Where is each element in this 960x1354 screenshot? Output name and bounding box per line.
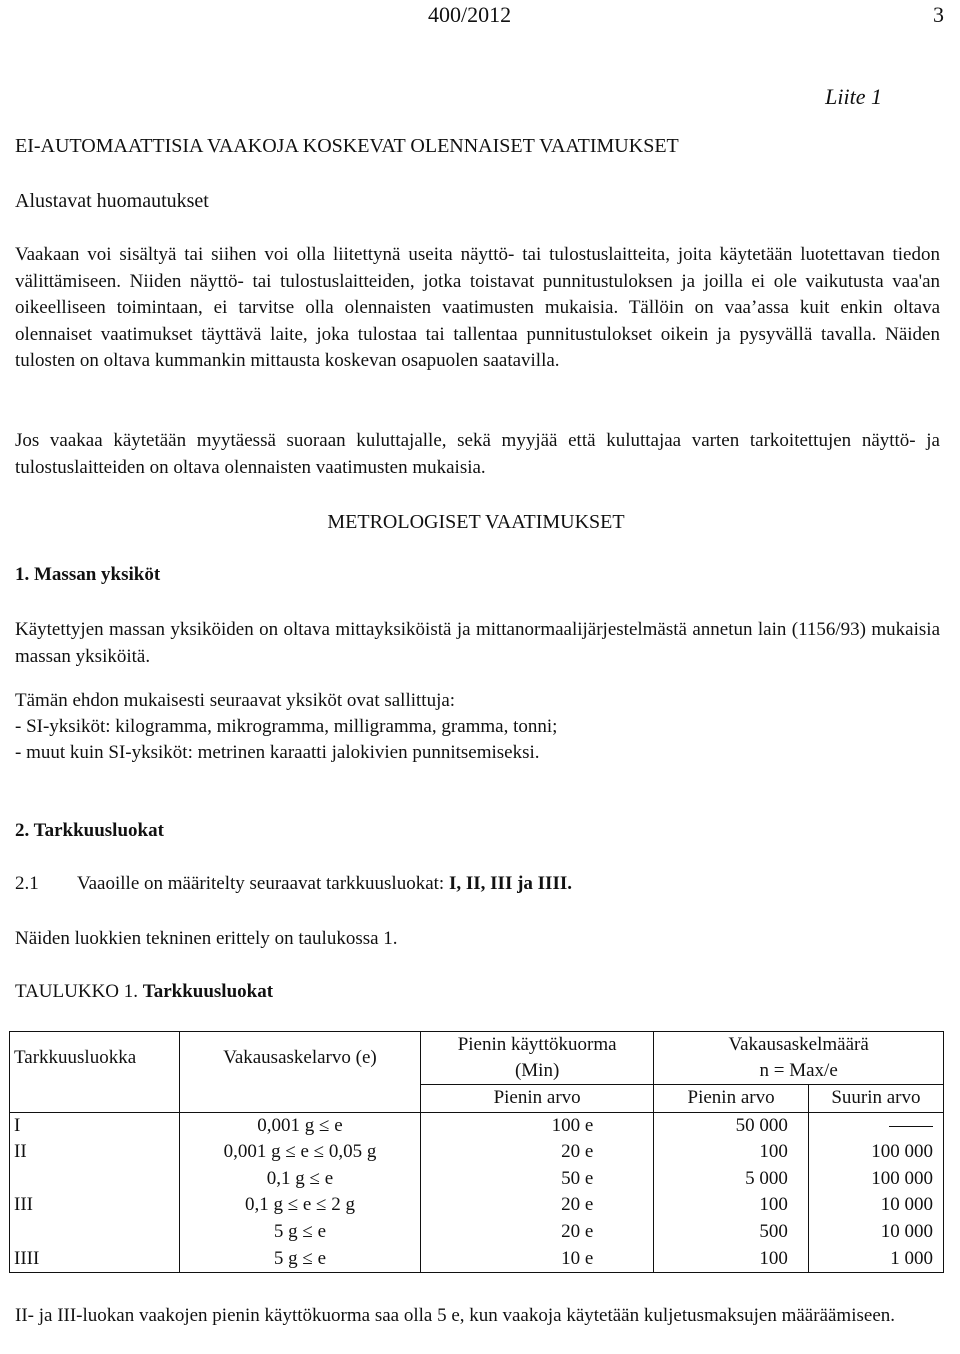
paragraph-devices: Vaakaan voi sisältyä tai siihen voi olla liitettynä useita näyttö- tai tulostuslaitteita, joita käytetään luotettavan tiedon välittämiseen. Niiden näyttö- tai tulostuslaitteiden, jotka toistavat punnitustuloksen ja joilla ei ole vaikutusta vaa'an oikeelliseen toimintaan, ei tarvitse olla olennaisten vaatimusten mukaisia. Tällöin on vaa’assa kuit enkin oltava olennaiset vaatimukset täyttävä laite, joka tulostaa tai tallentaa punnitustulokset oikein ja pysyvällä tavalla. Näiden tulosten on oltava kummankin mittausta koskevan osapuolen saatavilla. bbox=[15, 244, 940, 371]
section-1-units-list bbox=[15, 688, 940, 766]
table-row: I 0,001 g ≤ e 100 e 50 000 bbox=[10, 1112, 944, 1139]
table-row: 5 g ≤ e 20 e 500 10 000 bbox=[10, 1219, 944, 1246]
table-row: III 0,1 g ≤ e ≤ 2 g 20 e 100 10 000 bbox=[10, 1192, 944, 1219]
preliminary-remarks-heading: Alustavat huomautukset bbox=[15, 190, 209, 212]
class-list: I, II, III ja IIII. bbox=[448, 873, 572, 894]
list-item: - SI-yksiköt: kilogramma, mikrogramma, milligramma, gramma, tonni; bbox=[15, 716, 558, 737]
header-interval: Vakausaskelarvo (e) bbox=[179, 1032, 420, 1085]
subsection-number: 2.1 bbox=[15, 873, 39, 894]
subheader-min-steps: Pienin arvo bbox=[654, 1085, 809, 1113]
table-caption bbox=[15, 981, 273, 1003]
table-subheader-row bbox=[10, 1085, 944, 1113]
table-footnote: II- ja III-luokan vaakojen pienin käyttökuorma saa olla 5 e, kun vaakoja käytetään kuljetusmaksujen määräämiseen. bbox=[15, 1305, 896, 1326]
table-header-row bbox=[10, 1032, 944, 1085]
header-class: Tarkkuusluokka bbox=[10, 1032, 180, 1085]
list-item: - muut kuin SI-yksiköt: metrinen karaatti jalokivien punnitsemiseksi. bbox=[15, 742, 540, 763]
section-2-heading: 2. Tarkkuusluokat bbox=[15, 820, 164, 841]
annex-label: Liite 1 bbox=[825, 84, 882, 109]
no-limit-dash bbox=[889, 1126, 933, 1127]
document-number: 400/2012 bbox=[428, 2, 512, 27]
header-min-load: Pienin käyttökuorma (Min) bbox=[420, 1032, 653, 1085]
table-reference: Näiden luokkien tekninen erittely on taulukossa 1. bbox=[15, 928, 398, 949]
section-2-1-line bbox=[15, 873, 572, 895]
document-title: EI-AUTOMAATTISIA VAAKOJA KOSKEVAT OLENNAISET VAATIMUKSET bbox=[15, 135, 679, 157]
subsection-text: Vaaoille on määritelty seuraavat tarkkuusluokat: bbox=[77, 873, 445, 894]
accuracy-class-table bbox=[9, 1031, 944, 1273]
units-intro: Tämän ehdon mukaisesti seuraavat yksiköt ovat sallittuja: bbox=[15, 690, 456, 711]
section-1-paragraph: Käytettyjen massan yksiköiden on oltava mittayksiköistä ja mittanormaalijärjestelmästä annetun lain (1156/93) mukaisia massan yksiköitä. bbox=[15, 619, 940, 667]
subheader-min-value: Pienin arvo bbox=[420, 1085, 653, 1113]
table-row: II 0,001 g ≤ e ≤ 0,05 g 20 e 100 100 000 bbox=[10, 1139, 944, 1166]
page-number: 3 bbox=[933, 2, 944, 27]
table-caption-title: Tarkkuusluokat bbox=[142, 981, 274, 1002]
section-1-heading: 1. Massan yksiköt bbox=[15, 564, 161, 585]
table-caption-prefix: TAULUKKO 1. bbox=[15, 981, 139, 1002]
table-row: 0,1 g ≤ e 50 e 5 000 100 000 bbox=[10, 1166, 944, 1193]
header-steps: Vakausaskelmäärä n = Max/e bbox=[654, 1032, 944, 1085]
table-row: IIII 5 g ≤ e 10 e 100 1 000 bbox=[10, 1246, 944, 1273]
paragraph-retail: Jos vaakaa käytetään myytäessä suoraan kuluttajalle, sekä myyjää että kuluttajaa varten tarkoitettujen näyttö- ja tulostuslaitteiden on oltava olennaisten vaatimusten mukaisia. bbox=[15, 430, 940, 478]
metrology-heading: METROLOGISET VAATIMUKSET bbox=[327, 511, 625, 533]
subheader-max-steps: Suurin arvo bbox=[808, 1085, 943, 1113]
